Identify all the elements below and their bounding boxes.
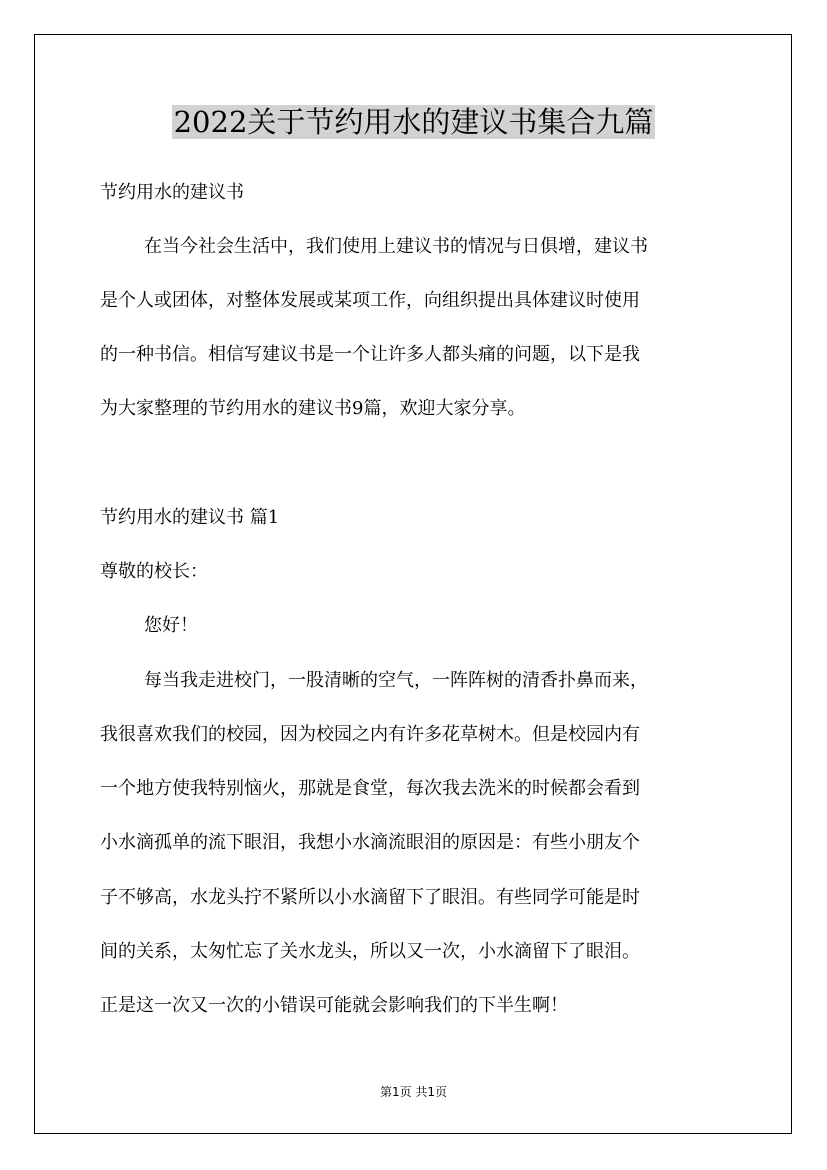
paragraph-line: 间的关系，太匆忙忘了关水龙头，所以又一次，小水滴留下了眼泪。 [100, 941, 640, 962]
paragraph-line: 的一种书信。相信写建议书是一个让许多人都头痛的问题，以下是我 [100, 344, 640, 365]
document-title: 2022关于节约用水的建议书集合九篇 [173, 105, 654, 139]
salutation: 尊敬的校长： [100, 561, 208, 582]
paragraph-line: 一个地方使我特别恼火，那就是食堂，每次我去洗米的时候都会看到 [100, 778, 640, 799]
section-heading: 节约用水的建议书 篇1 [100, 507, 280, 528]
paragraph-line: 正是这一次又一次的小错误可能就会影响我们的下半生啊！ [100, 995, 568, 1016]
paragraph-line: 子不够高，水龙头拧不紧所以小水滴留下了眼泪。有些同学可能是时 [100, 887, 640, 908]
page-footer: 第1页 共1页 [379, 1085, 448, 1099]
paragraph-line: 在当今社会生活中，我们使用上建议书的情况与日俱增，建议书 [144, 236, 648, 257]
paragraph-line: 为大家整理的节约用水的建议书9篇，欢迎大家分享。 [100, 398, 526, 419]
paragraph-line: 小水滴孤单的流下眼泪，我想小水滴流眼泪的原因是：有些小朋友个 [100, 832, 640, 853]
paragraph-line: 我很喜欢我们的校园，因为校园之内有许多花草树木。但是校园内有 [100, 724, 640, 745]
paragraph-line: 是个人或团体，对整体发展或某项工作，向组织提出具体建议时使用 [100, 290, 640, 311]
paragraph-line: 每当我走进校门，一股清晰的空气，一阵阵树的清香扑鼻而来， [144, 670, 648, 691]
greeting: 您好！ [144, 615, 198, 636]
section-heading: 节约用水的建议书 [100, 182, 244, 203]
